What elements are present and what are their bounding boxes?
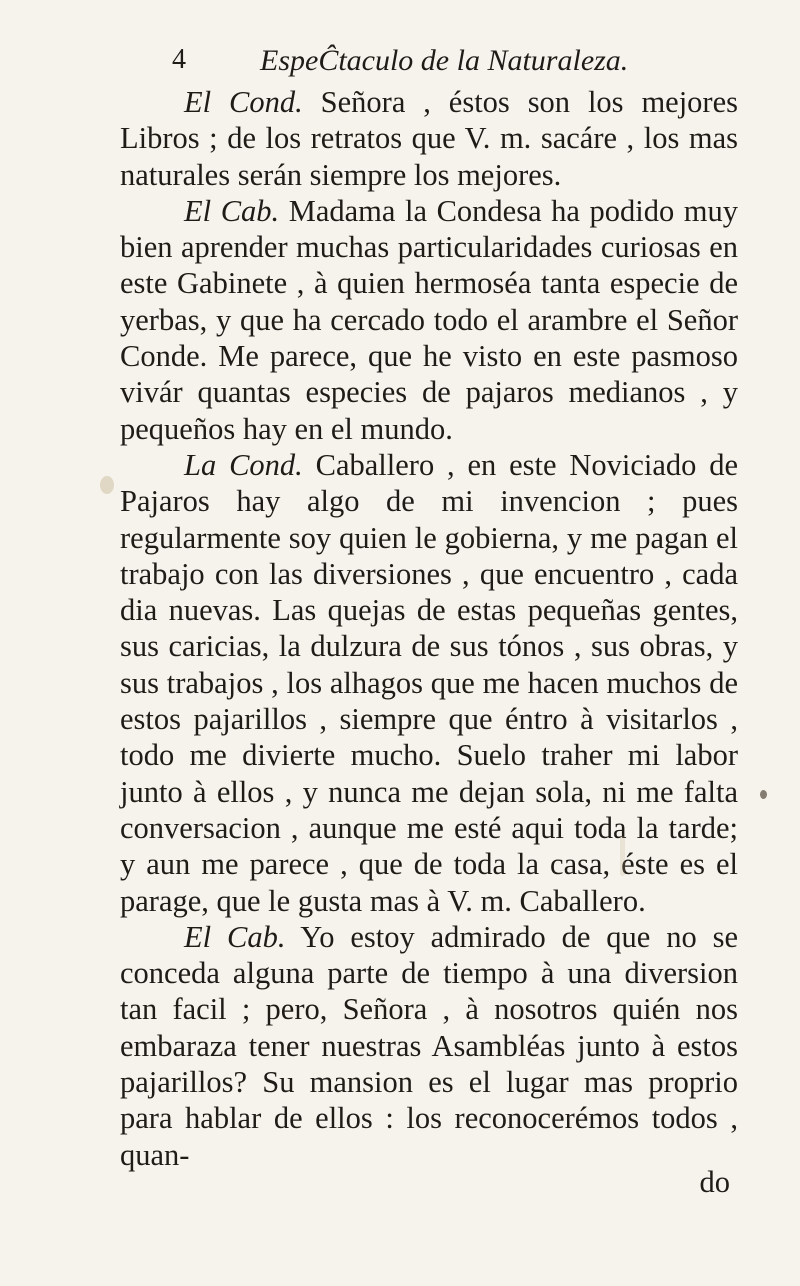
speaker-label: El Cab. [184,193,280,228]
paragraph-text: Caballero , en este Noviciado de Pajaros hay algo de mi invencion ; pues regularmente soy quien le gobierna, y me pagan el trabajo con las diversiones , que encuentro , cada dia nuevas. Las quejas de estas pequeñas gentes, sus caricias, la dulzura de sus tónos , sus obras, y sus trabajos , los alhagos que me hacen muchos de estos pajarillos , siempre que éntro à visitarlos , todo me divierte mucho. Suelo traher mi labor junto à ellos , y nunca me dejan sola, ni me falta conversacion , aunque me esté aqui toda la tarde; y aun me parece , que de toda la casa, éste es el parage, que le gusta mas à V. m. Caballero. [120,447,738,918]
speaker-label: El Cond. [184,85,303,119]
paper-spot [100,476,114,494]
paragraph-text: Señora , éstos son los mejores Libros ; de los retratos que V. m. sacáre , los mas naturales serán siempre los mejores. [120,85,738,192]
paragraph-text: Madama la Condesa ha podido muy bien aprender muchas particularidades curiosas en este Gabinete , à quien hermoséa tanta especie de yerbas, y que ha cercado todo el arambre el Señor Conde. Me parece, que he visto en este pasmoso vivár quantas especies de pajaros medianos , y pequeños hay en el mundo. [120,193,738,446]
paragraph-text: Yo estoy admirado de que no se conceda alguna parte de tiempo à una diversion tan facil ; pero, Señora , à nosotros quién nos embaraza tener nuestras Asambléas junto à estos pajarillos? Su mansion es el lugar mas proprio para hablar de ellos : los reconocerémos todos , quan- [120,919,738,1172]
page-header [172,44,632,84]
paper-spot [620,836,625,876]
paragraph [120,919,738,1173]
speaker-label: El Cab. [184,919,286,954]
catchword: do [699,1165,730,1199]
paragraph [120,84,738,193]
paragraph [120,447,738,919]
paragraph [120,193,738,447]
paper-spot [760,790,767,799]
page-number: 4 [172,44,186,75]
running-title: EspeĈtaculo de la Naturaleza. [260,44,629,77]
speaker-label: La Cond. [184,447,303,482]
body-text [120,84,738,1173]
